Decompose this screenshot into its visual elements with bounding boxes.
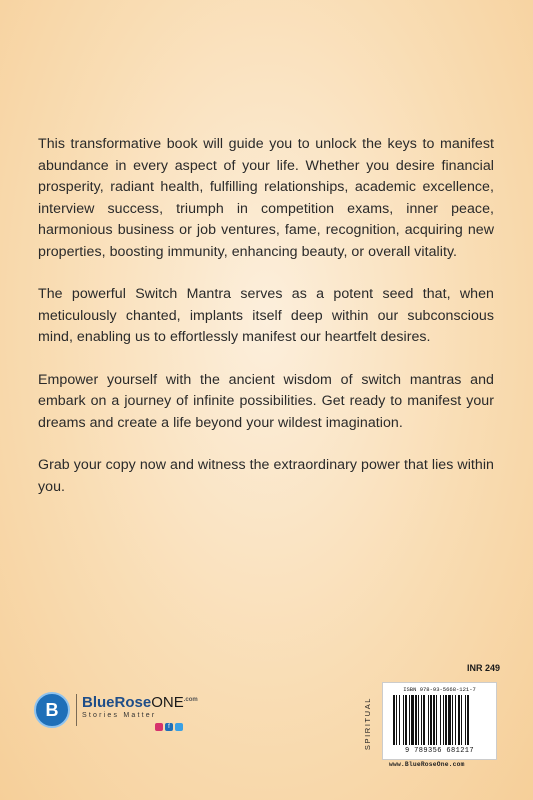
barcode-bar [467,695,469,745]
barcode-bar [452,695,453,745]
publisher-logo-icon: B [34,692,70,728]
publisher-website: www.BlueRoseOne.com [389,761,465,768]
barcode-bar [428,695,429,745]
barcode-bar [461,695,462,745]
barcode-bar [405,695,407,745]
genre-label-box [353,683,383,763]
barcode-bar [443,695,444,745]
blurb-paragraph-3: Empower yourself with the ancient wisdom of switch mantras and embark on a journey of infinite possibilities. Get ready to manifest your dreams and create a life beyond your wildest imagination. [38,371,494,431]
price-label: INR 249 [467,663,501,673]
social-icons [155,723,183,731]
isbn-text: ISBN 978-93-5668-121-7 [403,686,476,693]
barcode-bar [399,695,400,745]
genre-label: SPIRITUAL [363,696,373,750]
twitter-icon [175,723,183,731]
publisher-name: BlueRoseONE$^{.com}$ [82,694,198,711]
barcode-bar [436,695,437,745]
barcode-bar [423,695,425,745]
isbn-barcode [382,682,497,760]
barcode-bar [455,695,456,745]
instagram-icon [155,723,163,731]
barcode-bars [393,695,488,745]
barcode-bar [411,695,414,745]
barcode-bar [418,695,419,745]
barcode-bar [393,695,395,745]
publisher-logo [34,692,204,742]
barcode-bar [458,695,460,745]
barcode-bar [409,695,410,745]
barcode-number: 9 789356 681217 [404,747,474,755]
barcode-bar [440,695,441,745]
blurb-paragraph-4: Grab your copy now and witness the extraordinary power that lies within you. [38,457,494,495]
back-cover-blurb [38,134,494,498]
barcode-bar [396,695,397,745]
barcode-bar [445,695,447,745]
publisher-tagline: Stories Matter [82,712,157,719]
barcode-bar [430,695,432,745]
barcode-bar [433,695,435,745]
barcode-bar [415,695,417,745]
barcode-bar [465,695,466,745]
logo-divider [76,694,77,726]
barcode-bar [403,695,404,745]
barcode-bar [421,695,422,745]
blurb-paragraph-1: This transformative book will guide you to unlock the keys to manifest abundance in every aspect of your life. Whether you desire financial prosperity, radiant health, fulfilling relationships, academic excellence, interview success, triumph in competition exams, inner peace, harmonious business or job ventures, fame, recognition, acquiring new properties, boosting immunity, enhancing beauty, or overall vitality. [38,136,494,260]
facebook-icon: f [165,723,173,731]
blurb-paragraph-2: The powerful Switch Mantra serves as a potent seed that, when meticulously chanted, implants itself deep within our subconscious mind, enabling us to effortlessly manifest our heartfelt desires. [38,286,494,345]
barcode-bar [448,695,451,745]
